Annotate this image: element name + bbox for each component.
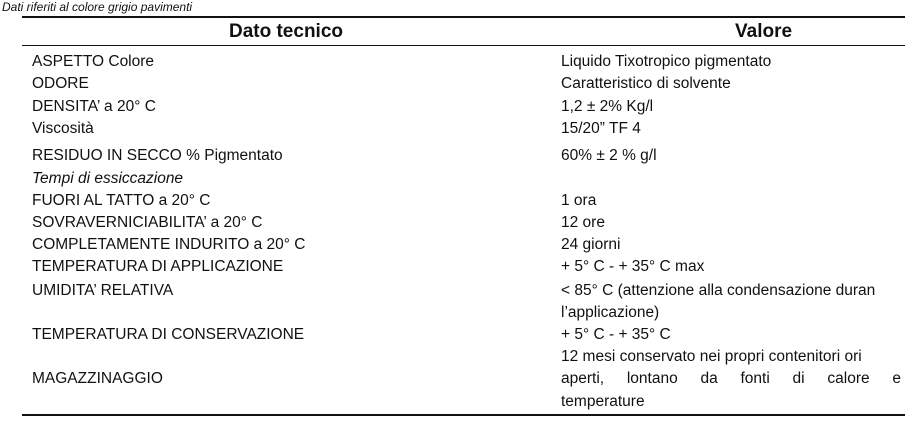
header-rule	[22, 45, 905, 46]
row-value: 60% ± 2 % g/l	[561, 147, 657, 164]
row-value: < 85° C (attenzione alla condensazione duran	[561, 282, 876, 299]
row-label: DENSITA’ a 20° C	[32, 98, 156, 115]
row-value: 1 ora	[561, 192, 597, 209]
row-label: ODORE	[32, 75, 89, 92]
table-top-rule	[22, 16, 905, 18]
row-value: 15/20” TF 4	[561, 120, 641, 137]
row-label: ASPETTO Colore	[32, 53, 155, 70]
row-value: + 5° C - + 35° C	[561, 326, 671, 343]
row-label: TEMPERATURA DI APPLICAZIONE	[32, 258, 284, 275]
row-value-justified	[561, 368, 901, 390]
row-label: COMPLETAMENTE INDURITO a 20° C	[32, 236, 306, 253]
row-value: 12 ore	[561, 214, 605, 231]
row-label: RESIDUO IN SECCO % Pigmentato	[32, 147, 283, 164]
row-value: 12 mesi conservato nei propri contenitori ori	[561, 348, 862, 365]
section-label-drying-times: Tempi di essiccazione	[32, 170, 184, 187]
row-value: Caratteristico di solvente	[561, 75, 731, 92]
row-value: temperature	[561, 393, 645, 410]
row-label: TEMPERATURA DI CONSERVAZIONE	[32, 326, 305, 343]
row-value: + 5° C - + 35° C max	[561, 258, 705, 275]
row-label: Viscosità	[32, 120, 94, 137]
row-value: 1,2 ± 2% Kg/l	[561, 98, 654, 115]
row-value: l’applicazione)	[561, 304, 660, 321]
header-dato-tecnico: Dato tecnico	[228, 21, 344, 42]
row-label: UMIDITA’ RELATIVA	[32, 282, 174, 299]
table-note: Dati riferiti al colore grigio pavimenti	[2, 0, 193, 14]
justified-text: aperti, lontano da fonti di calore e	[561, 370, 901, 387]
row-label: SOVRAVERNICIABILITA’ a 20° C	[32, 214, 263, 231]
table-bottom-rule	[22, 414, 905, 416]
row-label: FUORI AL TATTO a 20° C	[32, 192, 211, 209]
row-value: Liquido Tixotropico pigmentato	[561, 53, 772, 70]
row-value: 24 giorni	[561, 236, 621, 253]
header-valore: Valore	[735, 21, 793, 42]
row-label: MAGAZZINAGGIO	[32, 370, 163, 387]
